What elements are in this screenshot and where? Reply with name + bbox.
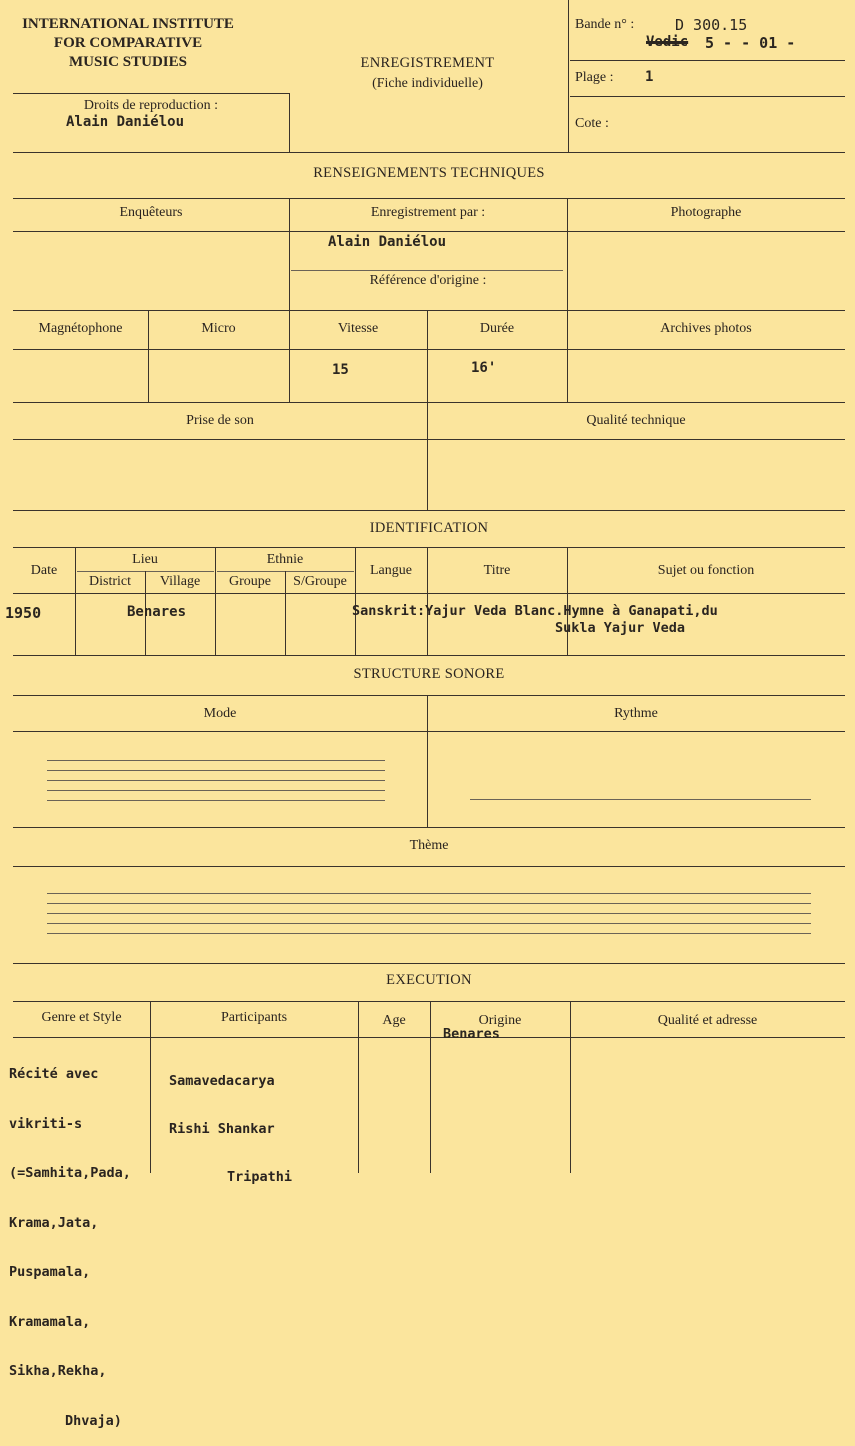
- genre-line: Krama,Jata,: [9, 1214, 99, 1231]
- langue-value: Sanskrit: [352, 603, 418, 619]
- rythme-label: Rythme: [614, 706, 658, 721]
- genre-line: (=Samhita,Pada,: [9, 1165, 131, 1181]
- theme-staff-line: [47, 913, 811, 914]
- genre-style-value: [9, 1033, 131, 1446]
- form-subtitle: (Fiche individuelle): [372, 76, 483, 91]
- mode-staff-line: [47, 790, 385, 791]
- participant-line: Tripathi: [227, 1169, 293, 1185]
- genre-line: Puspamala,: [9, 1264, 91, 1280]
- bande-label: Bande n° :: [575, 17, 635, 32]
- cote-label: Cote :: [575, 116, 609, 131]
- date-value: 1950: [5, 604, 42, 622]
- prise-de-son-label: Prise de son: [186, 413, 254, 428]
- mode-staff-line: [47, 780, 385, 781]
- mode-staff-line: [47, 760, 385, 761]
- bande-value: D 300.15: [675, 16, 748, 34]
- separator-dot: .: [555, 603, 564, 619]
- enregistrement-par-label: Enregistrement par :: [370, 205, 486, 220]
- lieu-value: Benares: [127, 604, 187, 620]
- titre-label: Titre: [483, 563, 511, 578]
- participant-line: Rishi Shankar: [169, 1121, 275, 1137]
- institute-line-1: INTERNATIONAL INSTITUTE: [22, 16, 234, 32]
- date-label: Date: [30, 563, 58, 578]
- vitesse-value: 15: [332, 362, 349, 378]
- mode-staff-line: [47, 800, 385, 801]
- theme-staff-line: [47, 893, 811, 894]
- qualite-technique-label: Qualité technique: [586, 413, 686, 428]
- plage-label: Plage :: [575, 70, 614, 85]
- rights-value: Alain Daniélou: [66, 114, 185, 130]
- origine-value: Benares: [443, 1026, 500, 1042]
- structure-sonore-title: STRUCTURE SONORE: [353, 666, 505, 682]
- sgroupe-label: S/Groupe: [293, 574, 347, 589]
- bande-value-2: 5 - - 01 -: [705, 34, 796, 52]
- institute-name: [8, 15, 248, 72]
- participants-label: Participants: [220, 1010, 288, 1025]
- mode-staff-line: [47, 770, 385, 771]
- sujet-value-line1: Hymne à Ganapati,du: [563, 603, 718, 619]
- ethnie-label: Ethnie: [266, 552, 304, 567]
- participant-line: Samavedacarya: [169, 1073, 275, 1089]
- genre-line: Récité avec: [9, 1066, 99, 1082]
- enregistrement-par-value: Alain Daniélou: [328, 234, 447, 250]
- execution-section-title: EXECUTION: [386, 972, 472, 988]
- sujet-value-line2: Sukla Yajur Veda: [555, 620, 686, 636]
- institute-line-3: MUSIC STUDIES: [69, 54, 187, 70]
- groupe-label: Groupe: [229, 574, 271, 589]
- reference-origine-label: Référence d'origine :: [369, 273, 487, 288]
- qualite-adresse-label: Qualité et adresse: [657, 1013, 758, 1028]
- sujet-fonction-label: Sujet ou fonction: [657, 563, 755, 578]
- participants-value: [169, 1041, 292, 1201]
- langue-label: Langue: [370, 563, 412, 578]
- institute-line-2: FOR COMPARATIVE: [53, 35, 203, 51]
- genre-line: Dhvaja): [65, 1412, 122, 1429]
- enqueteurs-label: Enquêteurs: [119, 205, 183, 220]
- plage-value: 1: [645, 69, 654, 85]
- district-label: District: [89, 574, 131, 589]
- genre-line: vikriti-s: [9, 1115, 83, 1132]
- lieu-label: Lieu: [132, 552, 158, 567]
- duree-value: 16': [471, 360, 497, 376]
- vitesse-label: Vitesse: [337, 321, 379, 336]
- titre-value: Yajur Veda Blanc: [425, 603, 556, 619]
- theme-staff-line: [47, 903, 811, 904]
- theme-label: Thème: [409, 838, 449, 853]
- genre-line: Sikha,Rekha,: [9, 1363, 107, 1379]
- separator-colon: :: [417, 603, 426, 619]
- age-label: Age: [382, 1013, 406, 1028]
- rythme-line: [470, 799, 811, 800]
- identification-section-title: IDENTIFICATION: [369, 520, 489, 536]
- duree-label: Durée: [479, 321, 515, 336]
- mode-label: Mode: [203, 706, 237, 721]
- langue-titre-sujet-line: [352, 603, 718, 619]
- genre-style-label: Genre et Style: [41, 1010, 122, 1025]
- tech-section-title: RENSEIGNEMENTS TECHNIQUES: [313, 165, 545, 181]
- origine-label: Origine: [478, 1013, 522, 1028]
- village-label: Village: [159, 574, 201, 589]
- genre-line: Kramamala,: [9, 1313, 91, 1330]
- theme-staff-line: [47, 923, 811, 924]
- rights-label: Droits de reproduction :: [83, 98, 219, 113]
- magnetophone-label: Magnétophone: [38, 321, 123, 336]
- bande-struck-text: Vedic: [646, 34, 689, 50]
- theme-staff-line: [47, 933, 811, 934]
- form-title: ENREGISTREMENT: [360, 55, 495, 71]
- archives-photos-label: Archives photos: [660, 321, 752, 336]
- micro-label: Micro: [201, 321, 236, 336]
- photographe-label: Photographe: [670, 205, 742, 220]
